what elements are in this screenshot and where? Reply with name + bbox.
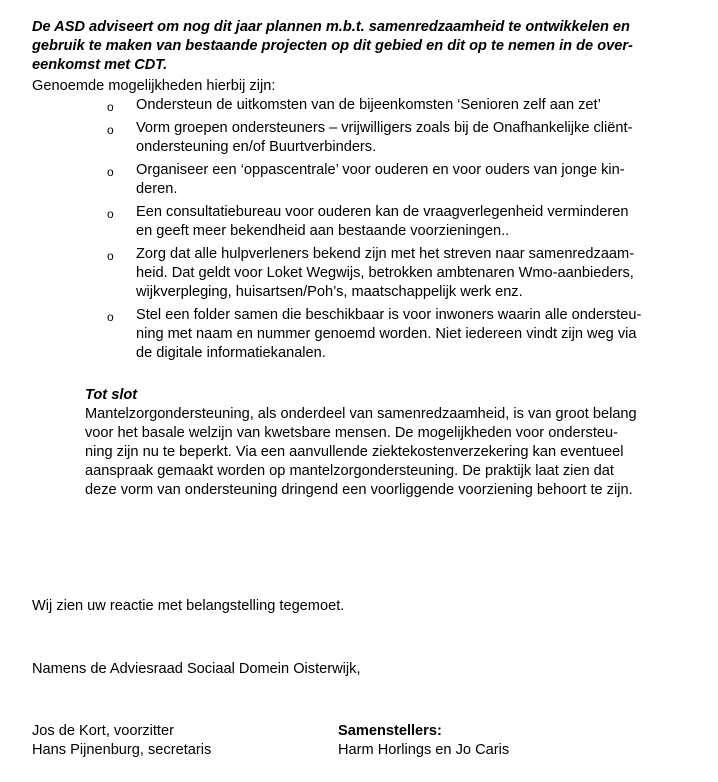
closing-paragraph-line: deze vorm van ondersteuning dringend een voorliggende voorziening behoort te zijn. <box>85 482 633 498</box>
on-behalf-line: Namens de Adviesraad Sociaal Domein Oisterwijk, <box>32 661 361 677</box>
response-sentence: Wij zien uw reactie met belangstelling tegemoet. <box>32 598 345 614</box>
advice-heading <box>32 18 700 75</box>
closing-paragraph <box>85 405 637 500</box>
hollow-bullet-icon: o <box>107 165 114 179</box>
list-item-line: wijkverpleging, huisartsen/Poh’s, maatschappelijk werk enz. <box>136 284 523 300</box>
hollow-bullet-icon: o <box>107 249 114 263</box>
list-item-line: heid. Dat geldt voor Loket Wegwijs, betrokken ambtenaren Wmo-aanbieders, <box>136 265 634 281</box>
hollow-bullet-icon: o <box>107 123 114 137</box>
list-item-line: Zorg dat alle hulpverleners bekend zijn met het streven naar samenredzaam- <box>136 246 635 262</box>
advice-heading-line: gebruik te maken van bestaande projecten op dit gebied en dit op te nemen in de over- <box>32 38 633 54</box>
closing-paragraph-line: aanspraak gemaakt worden op mantelzorgondersteuning. De praktijk laat zien dat <box>85 463 614 479</box>
list-item <box>0 306 718 363</box>
compilers-label: Samenstellers: <box>338 723 442 739</box>
options-list <box>0 96 718 367</box>
signatories-block <box>32 722 211 760</box>
list-item-line: Organiseer een ‘oppascentrale’ voor ouderen en voor ouders van jonge kin- <box>136 162 625 178</box>
signatory-name: Jos de Kort, voorzitter <box>32 723 174 739</box>
closing-paragraph-line: Mantelzorgondersteuning, als onderdeel van samenredzaamheid, is van groot belang <box>85 406 637 422</box>
list-item <box>0 203 718 241</box>
closing-heading: Tot slot <box>85 387 138 403</box>
list-item <box>0 245 718 302</box>
compilers-names: Harm Horlings en Jo Caris <box>338 742 510 758</box>
list-item <box>0 119 718 157</box>
advice-heading-line: eenkomst met CDT. <box>32 57 168 73</box>
signatory-name: Hans Pijnenburg, secretaris <box>32 742 212 758</box>
list-item-line: Vorm groepen ondersteuners – vrijwilligers zoals bij de Onafhankelijke cliënt- <box>136 120 633 136</box>
list-item-line: ning met naam en nummer genoemd worden. Niet iedereen vindt zijn weg via <box>136 326 637 342</box>
compilers-block <box>338 722 509 760</box>
list-item-line: Een consultatiebureau voor ouderen kan de vraagverlegenheid verminderen <box>136 204 629 220</box>
list-item-line: en geeft meer bekendheid aan bestaande voorzieningen.. <box>136 223 510 239</box>
hollow-bullet-icon: o <box>107 207 114 221</box>
options-lead-text: Genoemde mogelijkheden hierbij zijn: <box>32 78 276 94</box>
hollow-bullet-icon: o <box>107 310 114 324</box>
hollow-bullet-icon: o <box>107 100 114 114</box>
list-item <box>0 161 718 199</box>
closing-paragraph-line: ning zijn nu te beperkt. Via een aanvullende ziektekostenverzekering kan eventueel <box>85 444 624 460</box>
list-item-line: de digitale informatiekanalen. <box>136 345 326 361</box>
list-item-line: deren. <box>136 181 178 197</box>
list-item-line: Stel een folder samen die beschikbaar is voor inwoners waarin alle ondersteu- <box>136 307 642 323</box>
list-item <box>0 96 718 115</box>
list-item-line: Ondersteun de uitkomsten van de bijeenkomsten ‘Senioren zelf aan zet’ <box>136 97 601 113</box>
list-item-line: ondersteuning en/of Buurtverbinders. <box>136 139 377 155</box>
closing-paragraph-line: voor het basale welzijn van kwetsbare mensen. De mogelijkheden voor ondersteu- <box>85 425 618 441</box>
advice-heading-line: De ASD adviseert om nog dit jaar plannen m.b.t. samenredzaamheid te ontwikkelen en <box>32 19 630 35</box>
